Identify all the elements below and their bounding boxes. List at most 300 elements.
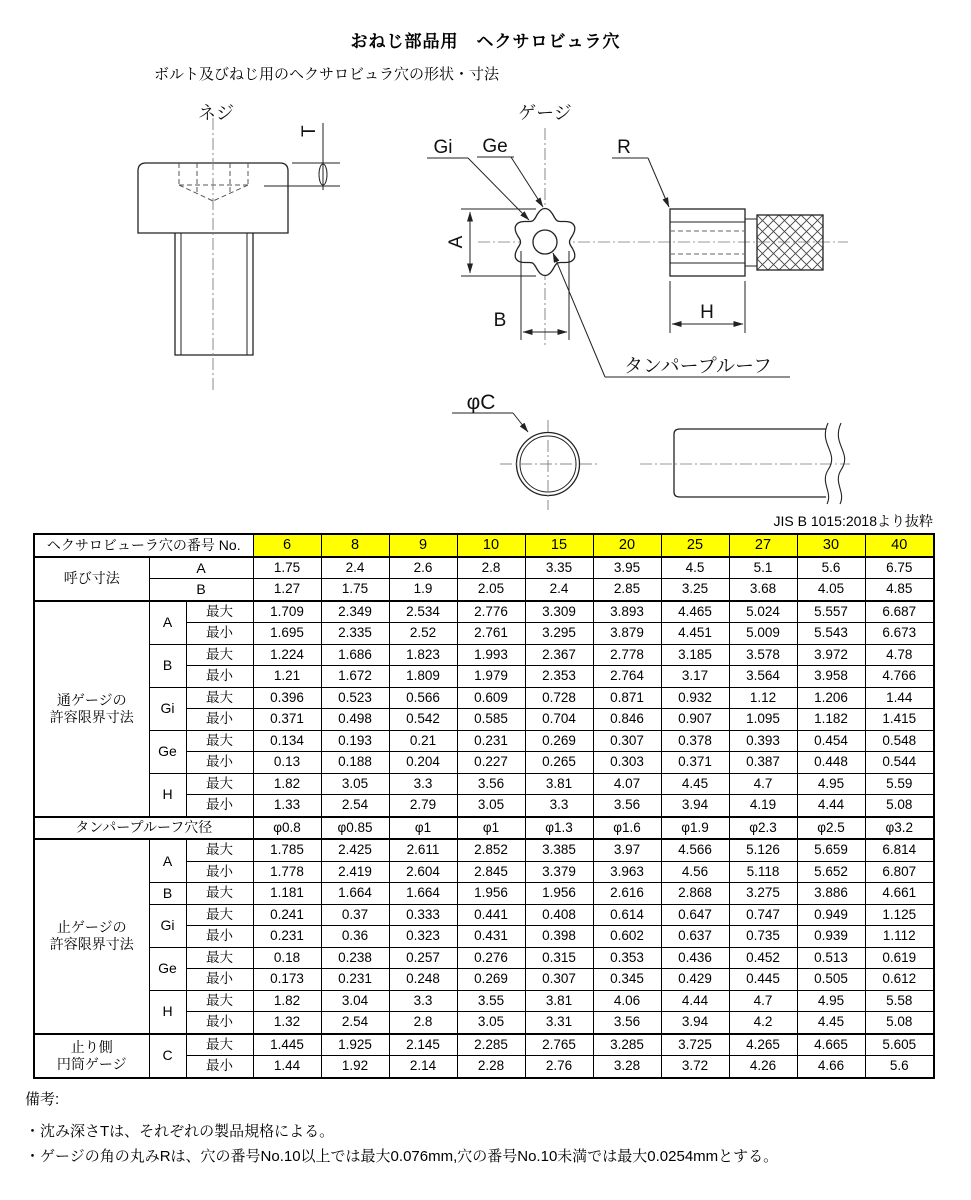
- table-cell: 3.972: [797, 644, 865, 666]
- table-cell: 0.452: [729, 947, 797, 969]
- table-cell: 2.4: [321, 557, 389, 579]
- table-cell: 3.56: [457, 773, 525, 795]
- table-cell: 0.231: [321, 969, 389, 991]
- table-cell: 0.396: [253, 687, 321, 709]
- table-cell: 3.81: [525, 773, 593, 795]
- table-cell: 0.269: [457, 969, 525, 991]
- table-cell: 4.45: [797, 1012, 865, 1034]
- table-cell: 0.566: [389, 687, 457, 709]
- table-cell: 0.846: [593, 709, 661, 731]
- table-cell: 0.932: [661, 687, 729, 709]
- table-cell: 0.542: [389, 709, 457, 731]
- table-cell: 0.276: [457, 947, 525, 969]
- table-cell: 1.32: [253, 1012, 321, 1034]
- table-cell: 2.76: [525, 1056, 593, 1078]
- table-cell: 0.173: [253, 969, 321, 991]
- table-row: [34, 687, 934, 709]
- table-cell: 5.659: [797, 839, 865, 861]
- table-cell: 1.21: [253, 666, 321, 688]
- tamper-proof-label: タンパープルーフ: [623, 356, 773, 377]
- table-cell: 0.193: [321, 730, 389, 752]
- table-cell: 4.95: [797, 773, 865, 795]
- table-cell: 0.585: [457, 709, 525, 731]
- table-cell: 3.725: [661, 1034, 729, 1056]
- table-cell: 4.26: [729, 1056, 797, 1078]
- table-cell: 5.118: [729, 861, 797, 883]
- symbol-label: B: [149, 644, 186, 687]
- table-cell: 0.204: [389, 752, 457, 774]
- table-cell: 3.564: [729, 666, 797, 688]
- table-cell: 3.285: [593, 1034, 661, 1056]
- table-cell: 0.21: [389, 730, 457, 752]
- table-cell: 2.616: [593, 883, 661, 905]
- max-min-label: 最大: [186, 1034, 253, 1056]
- spec-table: [33, 533, 935, 1079]
- table-cell: φ1.3: [525, 817, 593, 840]
- symbol-label: B: [149, 579, 253, 601]
- table-cell: 0.398: [525, 926, 593, 948]
- table-cell: 1.82: [253, 773, 321, 795]
- table-cell: 2.764: [593, 666, 661, 688]
- max-min-label: 最大: [186, 990, 253, 1012]
- table-cell: 2.845: [457, 861, 525, 883]
- table-cell: 0.602: [593, 926, 661, 948]
- max-min-label: 最小: [186, 926, 253, 948]
- table-cell: 5.543: [797, 623, 865, 645]
- table-cell: 3.379: [525, 861, 593, 883]
- table-cell: 3.309: [525, 601, 593, 623]
- table-cell: 3.893: [593, 601, 661, 623]
- table-cell: 3.295: [525, 623, 593, 645]
- table-cell: 4.7: [729, 773, 797, 795]
- table-cell: 3.56: [593, 1012, 661, 1034]
- table-cell: 3.185: [661, 644, 729, 666]
- table-cell: 0.454: [797, 730, 865, 752]
- table-cell: 4.2: [729, 1012, 797, 1034]
- table-cell: 3.963: [593, 861, 661, 883]
- table-cell: 2.335: [321, 623, 389, 645]
- technical-drawing: [0, 0, 971, 533]
- col-header: 20: [593, 534, 661, 557]
- table-cell: 2.765: [525, 1034, 593, 1056]
- table-cell: 3.3: [389, 773, 457, 795]
- table-cell: 1.182: [797, 709, 865, 731]
- table-cell: 3.31: [525, 1012, 593, 1034]
- max-min-label: 最大: [186, 947, 253, 969]
- table-cell: 0.637: [661, 926, 729, 948]
- table-cell: 1.095: [729, 709, 797, 731]
- gauge-view-title: ゲージ: [518, 103, 572, 123]
- table-cell: 5.6: [865, 1056, 934, 1078]
- table-cell: 0.498: [321, 709, 389, 731]
- table-cell: 0.134: [253, 730, 321, 752]
- table-cell: 1.82: [253, 990, 321, 1012]
- table-cell: 0.307: [593, 730, 661, 752]
- table-cell: 0.231: [457, 730, 525, 752]
- col-header: 30: [797, 534, 865, 557]
- phi-c-leader: [452, 413, 528, 432]
- phi-c-label: φC: [466, 391, 496, 414]
- table-cell: φ0.8: [253, 817, 321, 840]
- table-cell: 0.907: [661, 709, 729, 731]
- table-cell: 3.56: [593, 795, 661, 817]
- table-cell: 1.823: [389, 644, 457, 666]
- col-header: 15: [525, 534, 593, 557]
- table-cell: 2.761: [457, 623, 525, 645]
- table-cell: 1.809: [389, 666, 457, 688]
- table-cell: 5.126: [729, 839, 797, 861]
- page-title: おねじ部品用 ヘクサロビュラ穴: [350, 32, 621, 51]
- table-row: [34, 579, 934, 601]
- table-cell: 2.604: [389, 861, 457, 883]
- table-cell: 4.56: [661, 861, 729, 883]
- table-cell: 1.181: [253, 883, 321, 905]
- table-cell: 4.465: [661, 601, 729, 623]
- table-cell: 5.08: [865, 1012, 934, 1034]
- t-dimension-label: T: [299, 125, 320, 137]
- table-cell: 0.188: [321, 752, 389, 774]
- remarks-heading: 備考:: [25, 1091, 60, 1108]
- table-cell: 1.206: [797, 687, 865, 709]
- spec-table-body: [34, 534, 934, 1078]
- table-cell: 2.8: [389, 1012, 457, 1034]
- table-cell: 3.68: [729, 579, 797, 601]
- table-cell: 0.871: [593, 687, 661, 709]
- symbol-label: H: [149, 773, 186, 817]
- table-cell: 0.609: [457, 687, 525, 709]
- table-cell: 1.125: [865, 904, 934, 926]
- table-cell: 0.523: [321, 687, 389, 709]
- table-cell: 1.445: [253, 1034, 321, 1056]
- table-row: [34, 839, 934, 861]
- table-cell: 3.578: [729, 644, 797, 666]
- max-min-label: 最大: [186, 601, 253, 623]
- table-cell: 0.345: [593, 969, 661, 991]
- table-cell: 2.05: [457, 579, 525, 601]
- h-dimension-label: H: [700, 302, 714, 323]
- col-header: 10: [457, 534, 525, 557]
- table-cell: 4.45: [661, 773, 729, 795]
- table-cell: 0.619: [865, 947, 934, 969]
- table-cell: 2.52: [389, 623, 457, 645]
- table-cell: 2.285: [457, 1034, 525, 1056]
- table-cell: 0.949: [797, 904, 865, 926]
- table-cell: 4.766: [865, 666, 934, 688]
- symbol-label: Ge: [149, 947, 186, 990]
- table-cell: 0.231: [253, 926, 321, 948]
- max-min-label: 最大: [186, 839, 253, 861]
- table-cell: φ1.9: [661, 817, 729, 840]
- max-min-label: 最小: [186, 623, 253, 645]
- table-cell: 0.548: [865, 730, 934, 752]
- table-cell: 3.72: [661, 1056, 729, 1078]
- table-cell: 2.14: [389, 1056, 457, 1078]
- table-cell: 2.868: [661, 883, 729, 905]
- table-cell: 0.393: [729, 730, 797, 752]
- table-cell: 0.647: [661, 904, 729, 926]
- max-min-label: 最小: [186, 752, 253, 774]
- table-cell: 2.425: [321, 839, 389, 861]
- table-cell: 2.79: [389, 795, 457, 817]
- max-min-label: 最小: [186, 666, 253, 688]
- section-label: 止り側 円筒ゲージ: [34, 1034, 149, 1078]
- col-header: 6: [253, 534, 321, 557]
- section-label: 止ゲージの 許容限界寸法: [34, 839, 149, 1034]
- table-cell: 0.323: [389, 926, 457, 948]
- table-row: [34, 947, 934, 969]
- table-cell: 3.97: [593, 839, 661, 861]
- table-cell: 1.709: [253, 601, 321, 623]
- table-cell: 3.28: [593, 1056, 661, 1078]
- table-cell: 4.95: [797, 990, 865, 1012]
- table-cell: 0.505: [797, 969, 865, 991]
- section-label: タンパープルーフ穴径: [34, 817, 253, 840]
- table-cell: 2.534: [389, 601, 457, 623]
- table-cell: 1.75: [321, 579, 389, 601]
- source-standard-note: JIS B 1015:2018より抜粋: [773, 513, 933, 529]
- table-cell: φ0.85: [321, 817, 389, 840]
- table-cell: 1.993: [457, 644, 525, 666]
- table-cell: 2.611: [389, 839, 457, 861]
- table-cell: 0.333: [389, 904, 457, 926]
- table-cell: 4.78: [865, 644, 934, 666]
- gi-label: Gi: [433, 137, 453, 158]
- table-cell: 0.939: [797, 926, 865, 948]
- table-cell: 0.544: [865, 752, 934, 774]
- max-min-label: 最小: [186, 1056, 253, 1078]
- table-cell: 6.75: [865, 557, 934, 579]
- table-cell: 4.7: [729, 990, 797, 1012]
- symbol-label: H: [149, 990, 186, 1034]
- max-min-label: 最小: [186, 861, 253, 883]
- table-cell: 0.747: [729, 904, 797, 926]
- table-cell: 0.18: [253, 947, 321, 969]
- table-cell: 5.605: [865, 1034, 934, 1056]
- table-cell: 0.269: [525, 730, 593, 752]
- table-row: [34, 644, 934, 666]
- table-cell: 0.371: [253, 709, 321, 731]
- table-cell: 0.13: [253, 752, 321, 774]
- symbol-label: A: [149, 601, 186, 645]
- ge-label: Ge: [482, 136, 508, 157]
- table-cell: 4.66: [797, 1056, 865, 1078]
- table-cell: 0.704: [525, 709, 593, 731]
- table-row: [34, 773, 934, 795]
- a-dimension-label: A: [446, 235, 467, 249]
- section-label: 呼び寸法: [34, 557, 149, 601]
- table-cell: 1.44: [865, 687, 934, 709]
- table-cell: 5.6: [797, 557, 865, 579]
- knurled-handle: [757, 215, 823, 270]
- max-min-label: 最大: [186, 687, 253, 709]
- table-cell: 4.07: [593, 773, 661, 795]
- max-min-label: 最小: [186, 709, 253, 731]
- table-cell: 4.265: [729, 1034, 797, 1056]
- table-cell: 4.19: [729, 795, 797, 817]
- table-cell: 1.956: [457, 883, 525, 905]
- table-cell: 3.04: [321, 990, 389, 1012]
- table-cell: 0.436: [661, 947, 729, 969]
- screw-view-title: ネジ: [198, 103, 234, 123]
- table-cell: 2.778: [593, 644, 661, 666]
- table-cell: 0.241: [253, 904, 321, 926]
- table-cell: 0.227: [457, 752, 525, 774]
- max-min-label: 最大: [186, 883, 253, 905]
- table-cell: 6.807: [865, 861, 934, 883]
- table-cell: 1.44: [253, 1056, 321, 1078]
- table-cell: 0.728: [525, 687, 593, 709]
- table-cell: 0.307: [525, 969, 593, 991]
- max-min-label: 最小: [186, 969, 253, 991]
- col-header: 8: [321, 534, 389, 557]
- table-cell: φ2.5: [797, 817, 865, 840]
- gi-leader: [427, 158, 529, 220]
- symbol-label: B: [149, 883, 186, 905]
- symbol-label: A: [149, 839, 186, 883]
- table-cell: 2.6: [389, 557, 457, 579]
- table-cell: 1.33: [253, 795, 321, 817]
- table-cell: 2.4: [525, 579, 593, 601]
- table-cell: 0.735: [729, 926, 797, 948]
- table-cell: 1.664: [389, 883, 457, 905]
- table-cell: 5.009: [729, 623, 797, 645]
- table-cell: 3.3: [525, 795, 593, 817]
- spec-table-wrap: [33, 533, 935, 1079]
- table-cell: 0.353: [593, 947, 661, 969]
- table-cell: 0.315: [525, 947, 593, 969]
- table-cell: 2.54: [321, 1012, 389, 1034]
- table-cell: 4.661: [865, 883, 934, 905]
- table-cell: 1.695: [253, 623, 321, 645]
- table-cell: 3.94: [661, 1012, 729, 1034]
- table-cell: 1.672: [321, 666, 389, 688]
- table-cell: 0.448: [797, 752, 865, 774]
- r-label: R: [617, 137, 631, 158]
- table-cell: 0.431: [457, 926, 525, 948]
- section-label: 通ゲージの 許容限界寸法: [34, 601, 149, 817]
- table-cell: 3.05: [321, 773, 389, 795]
- table-cell: 2.145: [389, 1034, 457, 1056]
- table-row: [34, 1034, 934, 1056]
- table-cell: 4.85: [865, 579, 934, 601]
- table-cell: 0.265: [525, 752, 593, 774]
- remark-line: ・ゲージの角の丸みRは、穴の番号No.10以上では最大0.076mm,穴の番号No.10未満では最大0.0254mmとする。: [25, 1148, 779, 1165]
- table-cell: 4.566: [661, 839, 729, 861]
- table-cell: 1.27: [253, 579, 321, 601]
- table-cell: 3.958: [797, 666, 865, 688]
- table-cell: 1.686: [321, 644, 389, 666]
- table-row: [34, 883, 934, 905]
- max-min-label: 最大: [186, 644, 253, 666]
- table-cell: 2.8: [457, 557, 525, 579]
- table-cell: 0.612: [865, 969, 934, 991]
- circle-centerlines: [500, 420, 598, 510]
- symbol-label: Gi: [149, 904, 186, 947]
- cylinder-gauge-side-view: [674, 423, 845, 504]
- table-header-row: [34, 534, 934, 557]
- table-cell: φ2.3: [729, 817, 797, 840]
- table-cell: 4.44: [661, 990, 729, 1012]
- table-cell: 1.9: [389, 579, 457, 601]
- table-cell: 5.557: [797, 601, 865, 623]
- table-row: [34, 601, 934, 623]
- table-cell: φ1.6: [593, 817, 661, 840]
- table-cell: 3.55: [457, 990, 525, 1012]
- table-cell: 1.956: [525, 883, 593, 905]
- table-cell: 1.75: [253, 557, 321, 579]
- table-cell: 4.05: [797, 579, 865, 601]
- table-cell: 3.17: [661, 666, 729, 688]
- table-cell: 3.94: [661, 795, 729, 817]
- table-cell: 3.25: [661, 579, 729, 601]
- symbol-label: C: [149, 1034, 186, 1078]
- table-cell: 0.441: [457, 904, 525, 926]
- table-cell: φ1: [457, 817, 525, 840]
- table-cell: 0.238: [321, 947, 389, 969]
- table-row: [34, 990, 934, 1012]
- table-cell: 3.385: [525, 839, 593, 861]
- col-header: 9: [389, 534, 457, 557]
- table-row: [34, 904, 934, 926]
- table-cell: 4.44: [797, 795, 865, 817]
- table-cell: 6.673: [865, 623, 934, 645]
- col-header: 40: [865, 534, 934, 557]
- col-header: 25: [661, 534, 729, 557]
- table-cell: 3.879: [593, 623, 661, 645]
- table-cell: 0.303: [593, 752, 661, 774]
- table-cell: 4.06: [593, 990, 661, 1012]
- table-cell: φ1: [389, 817, 457, 840]
- table-cell: 5.1: [729, 557, 797, 579]
- table-cell: 1.92: [321, 1056, 389, 1078]
- table-cell: 5.024: [729, 601, 797, 623]
- table-cell: φ3.2: [865, 817, 934, 840]
- symbol-label: A: [149, 557, 253, 579]
- table-cell: 0.37: [321, 904, 389, 926]
- table-cell: 0.513: [797, 947, 865, 969]
- max-min-label: 最小: [186, 795, 253, 817]
- table-row: [34, 817, 934, 840]
- table-row: [34, 730, 934, 752]
- table-cell: 1.112: [865, 926, 934, 948]
- table-cell: 3.05: [457, 795, 525, 817]
- table-cell: 3.95: [593, 557, 661, 579]
- table-cell: 1.979: [457, 666, 525, 688]
- table-cell: 4.451: [661, 623, 729, 645]
- table-cell: 1.925: [321, 1034, 389, 1056]
- table-cell: 1.415: [865, 709, 934, 731]
- table-cell: 1.785: [253, 839, 321, 861]
- table-cell: 2.54: [321, 795, 389, 817]
- table-row: [34, 557, 934, 579]
- table-cell: 0.257: [389, 947, 457, 969]
- col-header: 27: [729, 534, 797, 557]
- remark-line: ・沈み深さTは、それぞれの製品規格による。: [25, 1123, 335, 1140]
- table-cell: 0.408: [525, 904, 593, 926]
- table-cell: 0.614: [593, 904, 661, 926]
- table-cell: 0.378: [661, 730, 729, 752]
- table-cell: 0.248: [389, 969, 457, 991]
- table-cell: 5.08: [865, 795, 934, 817]
- table-cell: 2.367: [525, 644, 593, 666]
- page-subtitle: ボルト及びねじ用のヘクサロビュラ穴の形状・寸法: [154, 66, 500, 83]
- table-cell: 1.224: [253, 644, 321, 666]
- remarks-block: [25, 1088, 778, 1166]
- max-min-label: 最大: [186, 904, 253, 926]
- table-cell: 0.445: [729, 969, 797, 991]
- max-min-label: 最小: [186, 1012, 253, 1034]
- ge-leader: [477, 157, 543, 207]
